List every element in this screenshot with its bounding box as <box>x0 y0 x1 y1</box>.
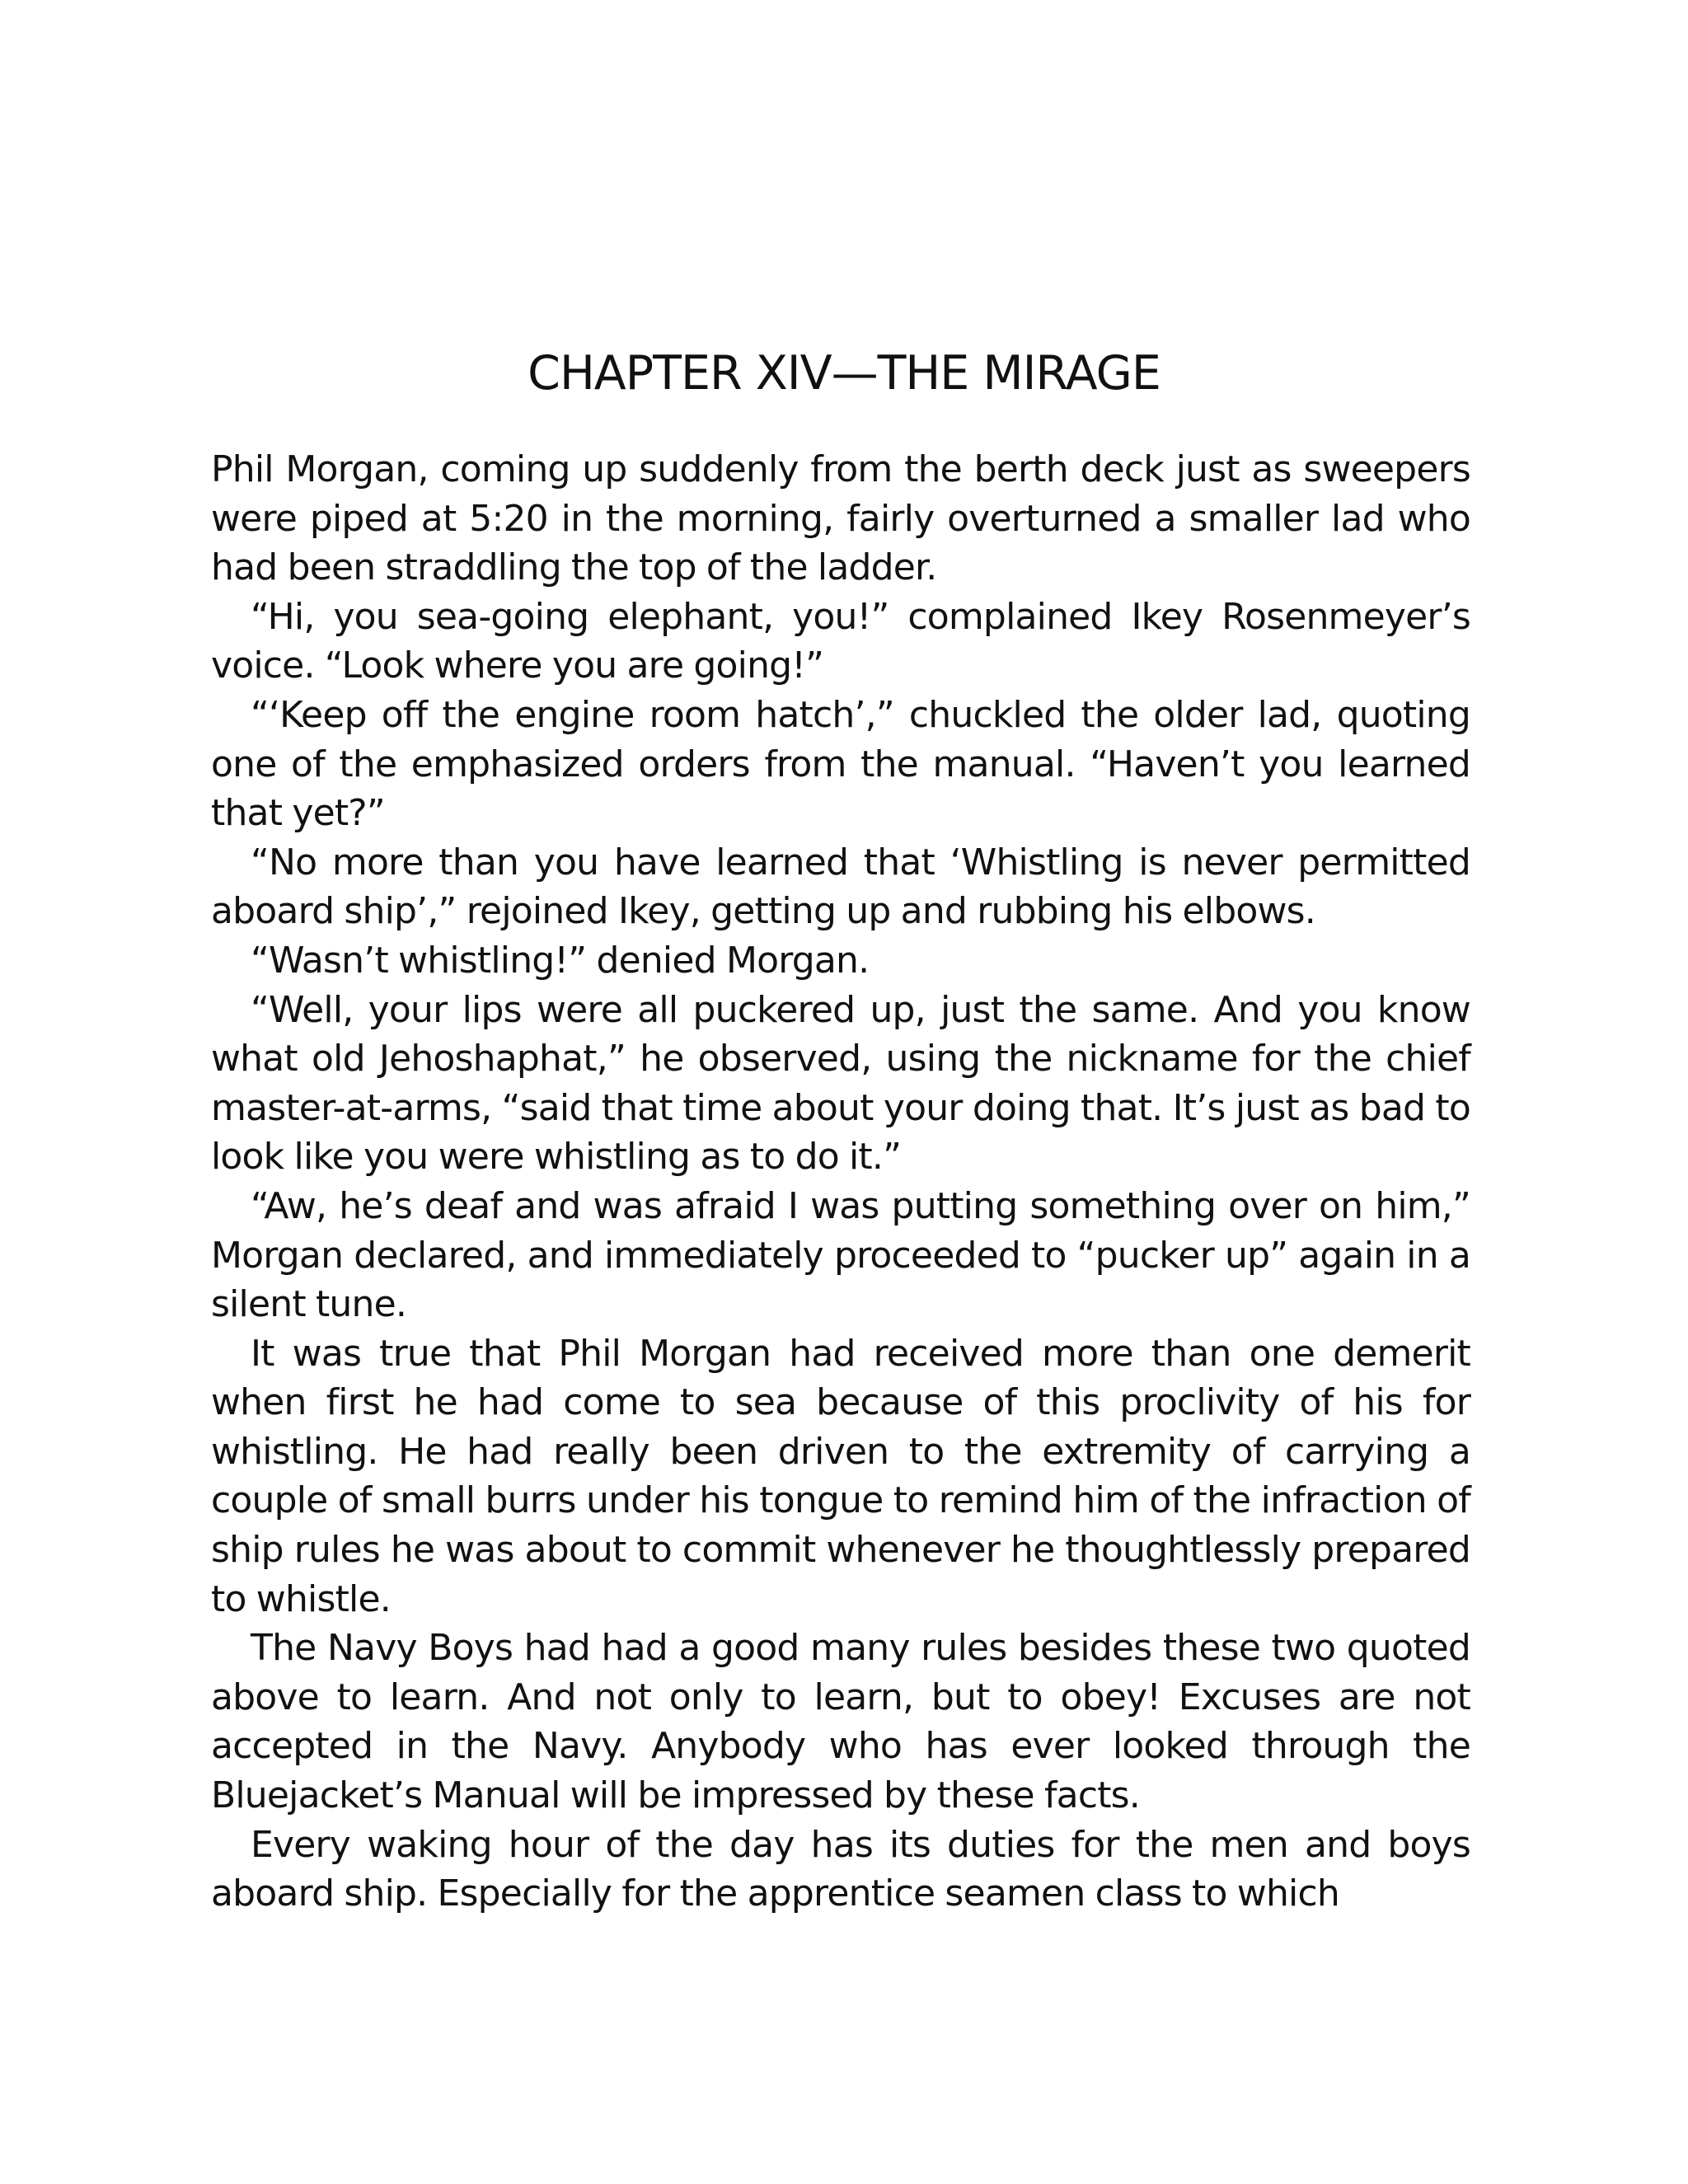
paragraph: “Hi, you sea-going elephant, you!” complained Ikey Rosenmeyer’s voice. “Look where you are going!” <box>211 595 1470 687</box>
paragraph: The Navy Boys had had a good many rules besides these two quoted above to learn. And not only to learn, but to obey! Excuses are not accepted in the Navy. Anybody who has ever looked through the Bluejacket’s Manual will be impressed by these facts. <box>211 1627 1470 1817</box>
chapter-title: CHAPTER XIV—THE MIRAGE <box>528 346 1160 401</box>
paragraph: “Aw, he’s deaf and was afraid I was putting something over on him,” Morgan declared, and immediately proceeded to “pucker up” again in a silent tune. <box>211 1184 1470 1326</box>
paragraph: Phil Morgan, coming up suddenly from the berth deck just as sweepers were piped at 5:20 in the morning, fairly overturned a smaller lad who had been straddling the top of the ladder. <box>211 448 1470 589</box>
paragraph: “‘Keep off the engine room hatch’,” chuckled the older lad, quoting one of the emphasized orders from the manual. “Haven’t you learned that yet?” <box>211 693 1470 835</box>
paragraph: It was true that Phil Morgan had received more than one demerit when first he had come to sea because of this proclivity of his for whistling. He had really been driven to the extremity of carrying a couple of small burrs under his tongue to remind him of the infraction of ship rules he was about to commit whenever he thoughtlessly prepared to whistle. <box>211 1332 1470 1620</box>
paragraph: “Wasn’t whistling!” denied Morgan. <box>251 939 870 982</box>
paragraph: “No more than you have learned that ‘Whistling is never permitted aboard ship’,” rejoined Ikey, getting up and rubbing his elbows. <box>211 841 1470 933</box>
paragraph: Every waking hour of the day has its duties for the men and boys aboard ship. Especially for the apprentice seamen class to which <box>211 1823 1470 1915</box>
paragraph: “Well, your lips were all puckered up, just the same. And you know what old Jehoshaphat,” he observed, using the nickname for the chief master-at-arms, “said that time about your doing that. It’s just as bad to look like you were whistling as to do it.” <box>211 988 1470 1179</box>
chapter-body <box>211 445 1470 1919</box>
